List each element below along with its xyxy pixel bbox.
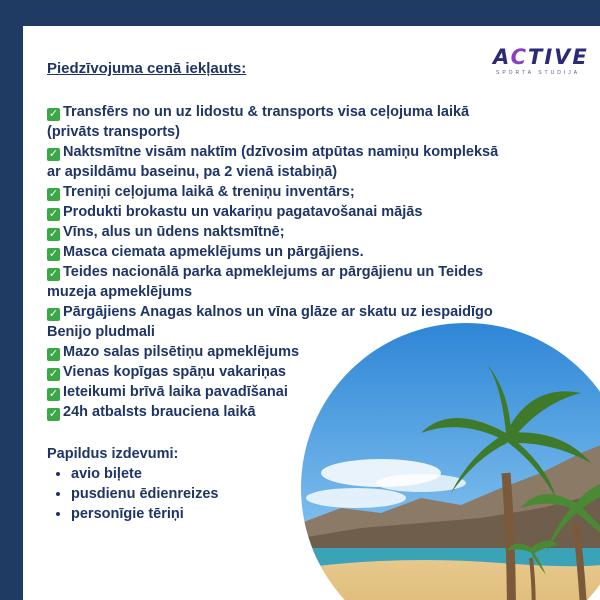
logo-subtitle: SPORTA STUDIJA — [496, 70, 581, 76]
check-box-icon: ✓ — [48, 108, 59, 120]
included-item-text: Vienas kopīgas spāņu vakariņas — [63, 364, 286, 380]
check-box-icon: ✓ — [48, 208, 59, 220]
included-item-text: Produkti brokastu un vakariņu pagatavošanai mājās — [63, 204, 423, 220]
check-box-icon: ✓ — [48, 388, 59, 400]
flyer-card — [23, 26, 600, 600]
check-box-icon: ✓ — [48, 348, 59, 360]
included-item — [47, 182, 507, 202]
included-item — [47, 102, 507, 142]
extras-item: • personīgie tēriņi — [71, 504, 507, 524]
check-box-icon: ✓ — [48, 268, 59, 280]
included-item — [47, 202, 507, 222]
extras-item: • avio biļete — [71, 464, 507, 484]
included-item — [47, 242, 507, 262]
included-item — [47, 142, 507, 182]
included-item — [47, 262, 507, 302]
check-box-icon: ✓ — [48, 308, 59, 320]
check-box-icon: ✓ — [48, 248, 59, 260]
check-box-icon: ✓ — [48, 368, 59, 380]
included-item-text: Vīns, alus un ūdens naktsmītnē; — [63, 224, 285, 240]
included-item-text: Masca ciemata apmeklējums un pārgājiens. — [63, 244, 364, 260]
included-item-text: Transfērs no un uz lidostu & transports visa ceļojuma laikā (privāts transports) — [47, 104, 470, 140]
included-item — [47, 222, 507, 242]
check-box-icon: ✓ — [48, 228, 59, 240]
logo-letters-rest: TIVE — [528, 45, 589, 69]
included-item-text: Treniņi ceļojuma laikā & treniņu inventārs; — [63, 184, 355, 200]
included-item-text: Mazo salas pilsētiņu apmeklējums — [63, 344, 300, 360]
included-item-text: Pārgājiens Anagas kalnos un vīna glāze ar skatu uz iespaidīgo Benijo pludmali — [47, 304, 493, 340]
extras-item: • pusdienu ēdienreizes — [71, 484, 507, 504]
included-item-text: Naktsmītne visām naktīm (dzīvosim atpūtas namiņu kompleksā ar apsildāmu baseinu, pa 2 vienā istabiņā) — [47, 144, 499, 180]
check-box-icon: ✓ — [48, 188, 59, 200]
logo-letter-a: A — [493, 45, 511, 69]
included-item-text: Teides nacionālā parka apmeklejums ar pārgājienu un Teides muzeja apmeklējums — [47, 264, 484, 300]
check-box-icon: ✓ — [48, 148, 59, 160]
included-heading: Piedzīvojuma cenā iekļauts: — [47, 60, 247, 77]
check-box-icon: ✓ — [48, 408, 59, 420]
logo-letter-c: C — [510, 45, 529, 69]
extras-heading: Papildus izdevumi: — [47, 446, 179, 462]
included-item-text: 24h atbalsts brauciena laikā — [63, 404, 256, 420]
included-item-text: Ieteikumi brīvā laika pavadīšanai — [63, 384, 288, 400]
